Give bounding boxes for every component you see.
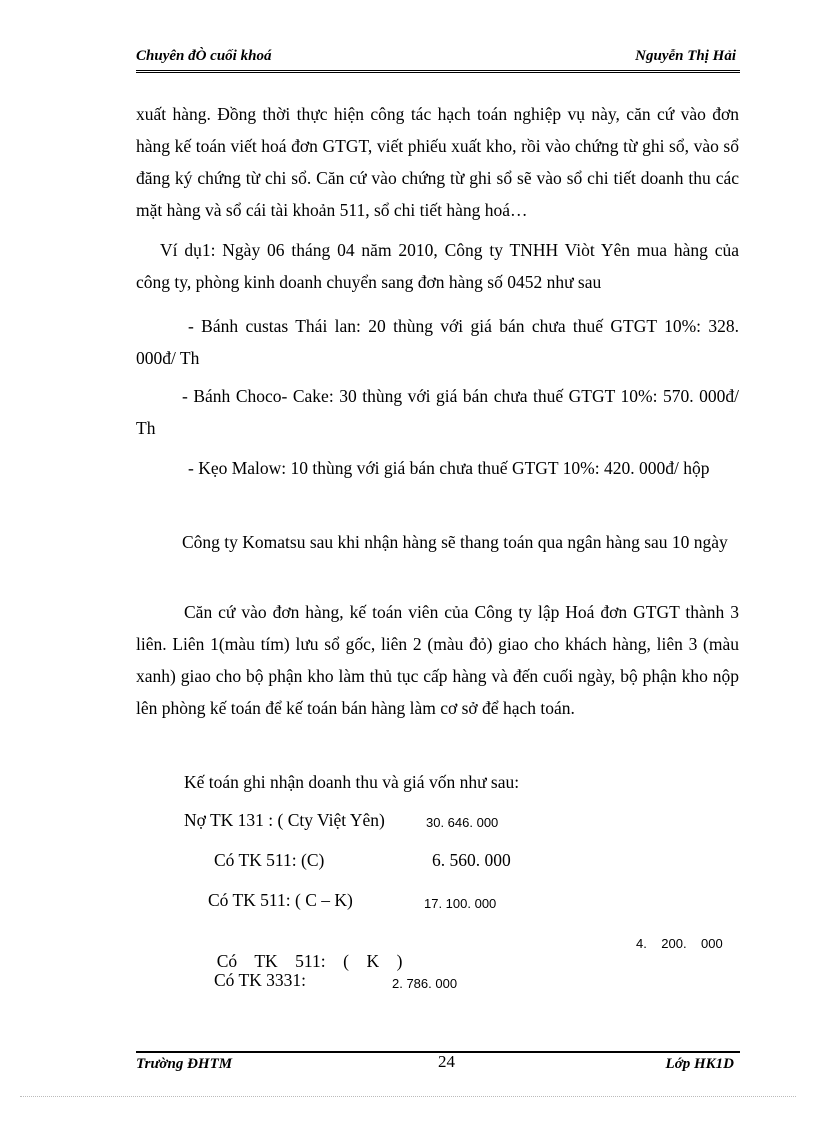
paragraph-1-text: xuất hàng. Đồng thời thực hiện công tác hạch toán nghiệp vụ này, căn cứ vào đơn hàng kế toán viết hoá đơn GTGT, viết phiếu xuất kho, rồi vào chứng từ ghi sổ, vào sổ đăng ký chứng từ chi sổ. Căn cứ vào chứng từ ghi sổ sẽ vào sổ chi tiết doanh thu các mặt hàng và sổ cái tài khoản 511, sổ chi tiết hàng hoá… [136,104,739,220]
paragraph-7 [136,596,739,724]
paragraph-2 [136,234,739,298]
entry-label: Nợ TK 131 : ( Cty Việt Yên) [184,810,385,830]
entry-amount: 17. 100. 000 [424,896,497,911]
page-footer [136,1052,740,1078]
paragraph-3 [136,310,739,374]
entry-amount: 30. 646. 000 [426,815,499,830]
paragraph-5-text: - Kẹo Malow: 10 thùng với giá bán chưa thuế GTGT 10%: 420. 000đ/ hộp [188,458,710,478]
entry-amount: 6. 560. 000 [432,850,511,870]
paragraph-6-text: Công ty Komatsu sau khi nhận hàng sẽ thang toán qua ngân hàng sau 10 ngày [182,532,728,552]
entry-label: Có TK 511: ( K ) [216,951,403,971]
entry-label: Có TK 511: ( C – K) [208,890,353,910]
paragraph-7-text: Căn cứ vào đơn hàng, kế toán viên của Công ty lập Hoá đơn GTGT thành 3 liên. Liên 1(màu tím) lưu sổ gốc, liên 2 (màu đỏ) giao cho khách hàng, liên 3 (màu xanh) giao cho bộ phận kho làm thủ tục cấp hàng và đến cuối ngày, bộ phận kho nộp lên phòng kế toán để kế toán bán hàng làm cơ sở để hạch toán. [136,602,739,718]
header-author: Nguyễn Thị Hải [635,48,736,64]
paragraph-1 [136,98,739,226]
page-header [136,48,740,73]
header-title: Chuyên đÒ cuối khoá [136,48,272,64]
journal-entry-debit-131 [184,810,385,831]
footer-class: Lớp HK1D [665,1056,734,1072]
paragraph-4-text: - Bánh Choco- Cake: 30 thùng với giá bán chưa thuế GTGT 10%: 570. 000đ/ Th [136,386,739,438]
paragraph-6 [136,526,739,558]
footer-school: Trường ĐHTM [136,1056,233,1072]
journal-entry-credit-511-c [214,850,324,871]
paragraph-8-text: Kế toán ghi nhận doanh thu và giá vốn như sau: [184,772,520,792]
paragraph-5 [136,452,739,484]
entry-amount: 4. 200. 000 [636,936,723,951]
entry-amount: 2. 786. 000 [392,976,458,991]
paragraph-3-text: - Bánh custas Thái lan: 20 thùng với giá bán chưa thuế GTGT 10%: 328. 000đ/ Th [136,316,739,368]
paragraph-4 [136,380,739,444]
page-edge-divider [20,1096,796,1097]
entry-label: Có TK 3331: [214,970,307,990]
paragraph-8 [136,766,739,798]
journal-entry-credit-511-k [208,930,402,972]
paragraph-2-text: Ví dụ1: Ngày 06 tháng 04 năm 2010, Công ty TNHH Viòt Yên mua hàng của công ty, phòng kinh doanh chuyển sang đơn hàng số 0452 như sau [136,240,739,292]
entry-label: Có TK 511: (C) [214,850,325,870]
journal-entry-credit-511-ck [208,890,353,911]
journal-entry-credit-3331 [214,970,306,991]
page-number: 24 [438,1052,455,1071]
